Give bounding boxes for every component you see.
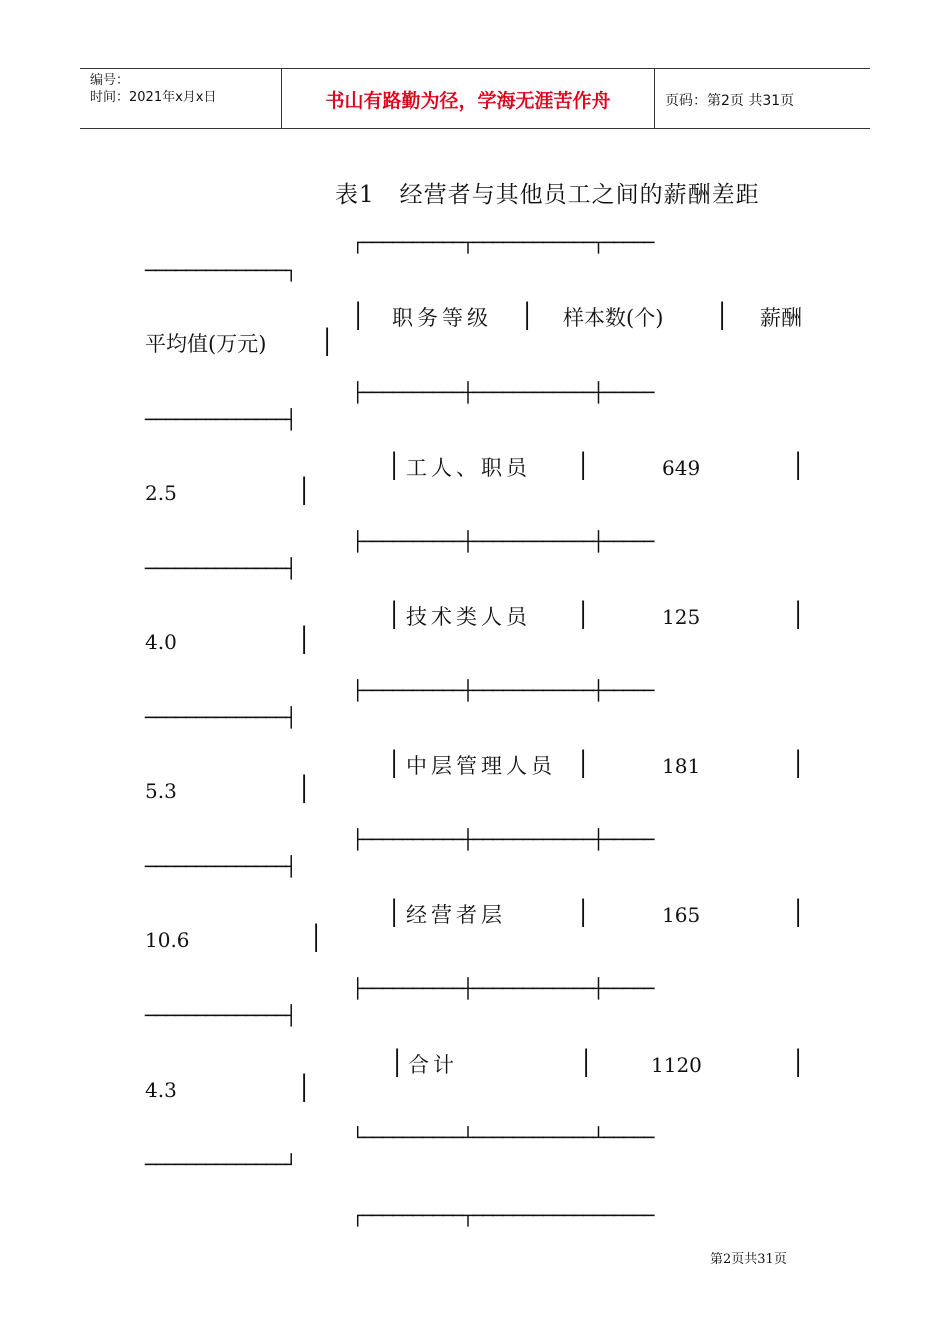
header-bottom-rule bbox=[80, 128, 870, 129]
table-vbar: │ bbox=[791, 452, 806, 480]
table-rule-mid: ├──────────┼────────────┼───── bbox=[352, 680, 654, 702]
table-rule-tail: ──────────────┤ bbox=[145, 558, 296, 580]
table-rule-tail: ──────────────┐ bbox=[145, 260, 296, 282]
table-rule-tail: ──────────────┤ bbox=[145, 856, 296, 878]
table-vbar: │ bbox=[297, 775, 312, 803]
table-rule-mid: ├──────────┼────────────┼───── bbox=[352, 531, 654, 553]
table-vbar: │ bbox=[791, 601, 806, 629]
table-vbar: │ bbox=[390, 1049, 405, 1077]
table-vbar: │ bbox=[791, 1049, 806, 1077]
table-vbar: │ bbox=[576, 452, 591, 480]
table-title: 表1 经营者与其他员工之间的薪酬差距 bbox=[335, 182, 760, 208]
table-rule-tail: ──────────────┤ bbox=[145, 1005, 296, 1027]
row-level-1: 技术类人员 bbox=[406, 605, 531, 629]
row-salary-3: 10.6 bbox=[145, 928, 190, 952]
table-vbar: │ bbox=[351, 302, 366, 330]
table-vbar: │ bbox=[387, 452, 402, 480]
row-salary-1: 4.0 bbox=[145, 630, 177, 654]
table-vbar: │ bbox=[297, 1074, 312, 1102]
table-vbar: │ bbox=[791, 750, 806, 778]
row-level-2: 中层管理人员 bbox=[406, 754, 556, 778]
page-header bbox=[80, 68, 870, 129]
header-motto: 书山有路勤为径，学海无涯苦作舟 bbox=[325, 90, 611, 112]
document-number-label: 编号： bbox=[90, 73, 130, 88]
row-samples-1: 125 bbox=[662, 605, 701, 629]
table-vbar: │ bbox=[309, 924, 324, 952]
table-vbar: │ bbox=[387, 899, 402, 927]
table-rule-mid: ├──────────┼────────────┼───── bbox=[352, 978, 654, 1000]
table-rule-mid: ├──────────┼────────────┼───── bbox=[352, 829, 654, 851]
table-vbar: │ bbox=[297, 477, 312, 505]
table-rule-top: ┌──────────┬────────────┬───── bbox=[352, 232, 654, 254]
header-divider bbox=[654, 68, 655, 129]
row-level-4: 合计 bbox=[408, 1053, 458, 1077]
table-vbar: │ bbox=[297, 626, 312, 654]
table-vbar: │ bbox=[387, 601, 402, 629]
row-salary-0: 2.5 bbox=[145, 481, 177, 505]
row-samples-0: 649 bbox=[662, 456, 701, 480]
column-header-samples: 样本数(个) bbox=[563, 306, 664, 330]
row-level-0: 工人、职员 bbox=[406, 456, 531, 480]
table-vbar: │ bbox=[576, 601, 591, 629]
header-page-code: 页码：第2页 共31页 bbox=[665, 93, 795, 109]
row-samples-2: 181 bbox=[662, 754, 701, 778]
table-vbar: │ bbox=[576, 899, 591, 927]
column-header-level: 职务等级 bbox=[392, 306, 492, 330]
row-level-3: 经营者层 bbox=[406, 903, 506, 927]
next-table-rule-top: ┌──────────┬────────────────── bbox=[352, 1205, 654, 1227]
table-vbar: │ bbox=[387, 750, 402, 778]
column-header-salary-tail: 平均值(万元) bbox=[145, 332, 267, 356]
table-vbar: │ bbox=[320, 328, 335, 356]
table-rule-tail: ──────────────┤ bbox=[145, 409, 296, 431]
table-rule-tail: ──────────────┤ bbox=[145, 707, 296, 729]
header-top-rule bbox=[80, 68, 870, 69]
row-salary-4: 4.3 bbox=[145, 1078, 177, 1102]
table-vbar: │ bbox=[520, 302, 535, 330]
table-rule-bottom: └──────────┴────────────┴───── bbox=[352, 1127, 654, 1149]
document-time: 时间：2021年x月x日 bbox=[90, 90, 217, 105]
row-samples-4: 1120 bbox=[651, 1053, 702, 1077]
table-rule-mid: ├──────────┼────────────┼───── bbox=[352, 382, 654, 404]
table-vbar: │ bbox=[715, 302, 730, 330]
table-vbar: │ bbox=[576, 750, 591, 778]
page-footer: 第2页共31页 bbox=[710, 1252, 787, 1267]
row-samples-3: 165 bbox=[662, 903, 701, 927]
header-meta bbox=[90, 72, 216, 106]
table-rule-tail: ──────────────┘ bbox=[145, 1154, 296, 1176]
table-vbar: │ bbox=[579, 1049, 594, 1077]
row-salary-2: 5.3 bbox=[145, 779, 177, 803]
column-header-salary: 薪酬 bbox=[760, 306, 802, 330]
table-vbar: │ bbox=[791, 899, 806, 927]
